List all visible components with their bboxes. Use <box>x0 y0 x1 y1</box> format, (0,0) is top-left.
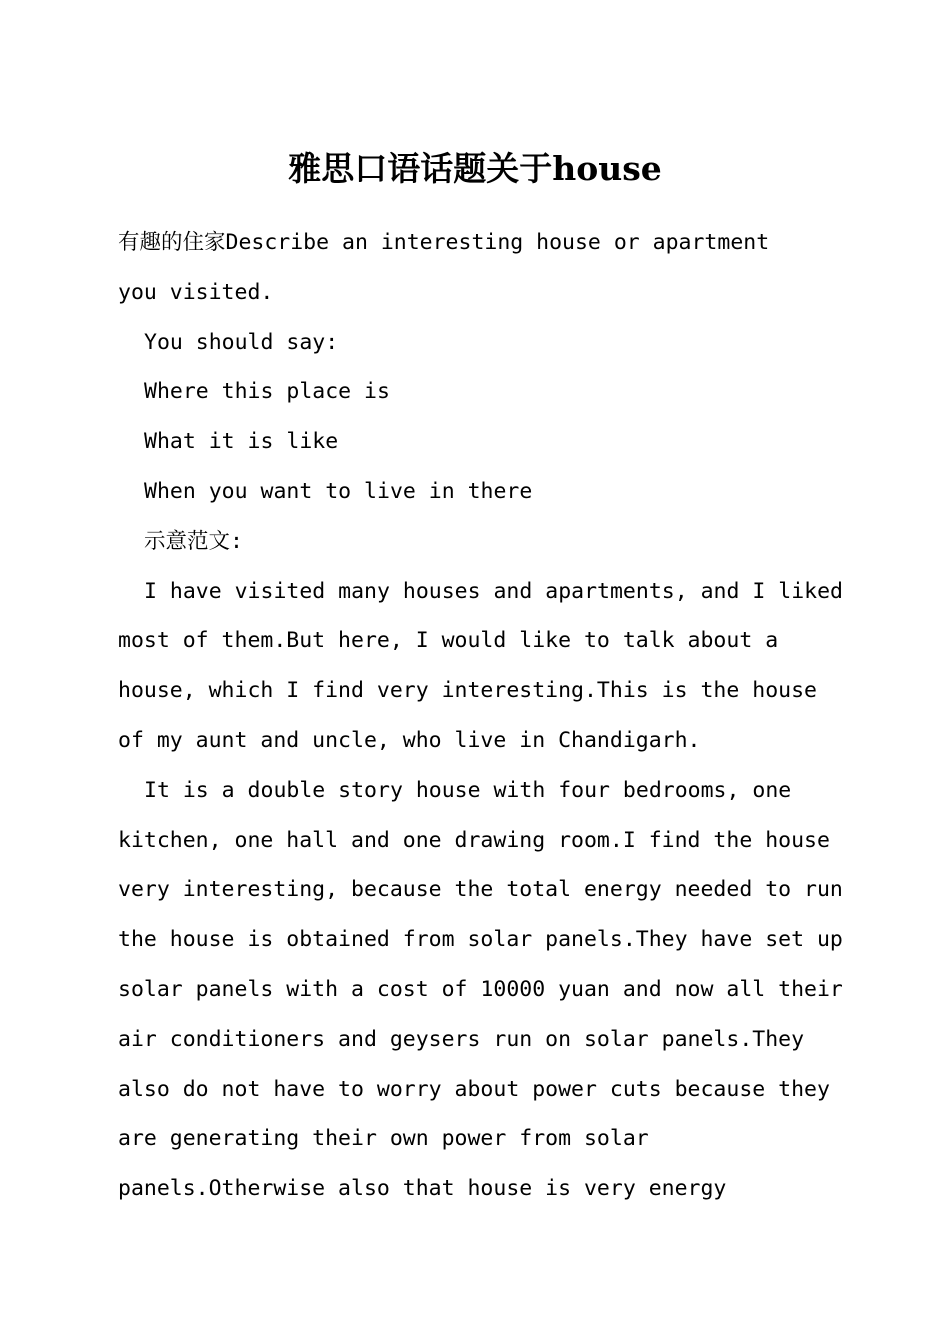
prompt-item: What it is like <box>144 429 339 455</box>
paragraph-line: house, which I find very interesting.This is the house <box>118 678 817 704</box>
body-line: 有趣的住家Describe an interesting house or apartment <box>118 230 770 255</box>
paragraph-line: kitchen, one hall and one drawing room.I find the house <box>118 827 830 853</box>
paragraph-line: air conditioners and geysers run on solar panels.They <box>118 1026 805 1052</box>
paragraph-line: most of them.But here, I would like to talk about a <box>118 628 779 654</box>
prompt-item: Where this place is <box>144 379 390 405</box>
paragraph-line: very interesting, because the total energy needed to run <box>118 877 843 903</box>
body-line: you visited. <box>118 279 274 305</box>
document-body <box>118 218 848 1214</box>
sample-heading: 示意范文: <box>144 528 243 554</box>
paragraph-line: are generating their own power from solar <box>118 1126 649 1152</box>
paragraph-line: It is a double story house with four bedrooms, one <box>144 777 792 803</box>
document-title: 雅思口语话题关于house <box>288 149 662 188</box>
paragraph-line: the house is obtained from solar panels.They have set up <box>118 927 843 953</box>
paragraph-line: panels.Otherwise also that house is very energy <box>118 1176 727 1202</box>
paragraph-line: solar panels with a cost of 10000 yuan and now all their <box>118 976 843 1002</box>
prompt-heading: You should say: <box>144 329 339 355</box>
paragraph-line: also do not have to worry about power cuts because they <box>118 1076 830 1102</box>
paragraph-line: of my aunt and uncle, who live in Chandigarh. <box>118 727 701 753</box>
paragraph-line: I have visited many houses and apartments, and I liked <box>144 578 843 604</box>
prompt-item: When you want to live in there <box>144 478 533 504</box>
